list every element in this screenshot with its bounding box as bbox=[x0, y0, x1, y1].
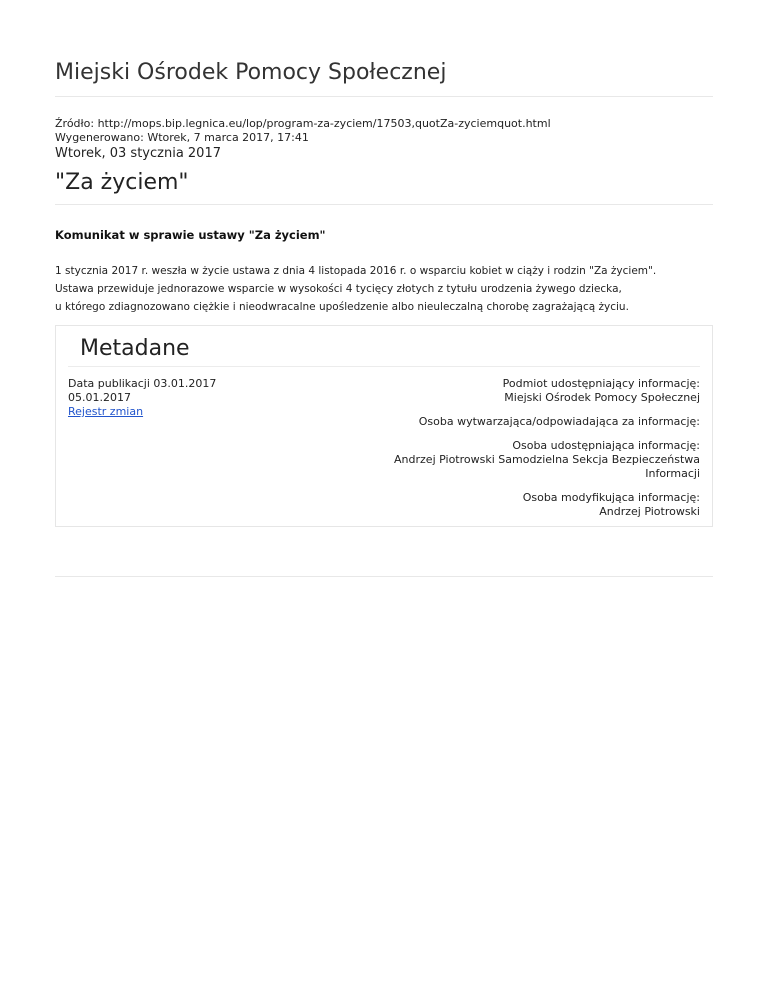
publication-date: Wtorek, 03 stycznia 2017 bbox=[55, 146, 221, 161]
article-paragraph-line: 1 stycznia 2017 r. weszła w życie ustawa z dnia 4 listopada 2016 r. o wsparciu kobiet w ciąży i rodzin "Za życiem". bbox=[55, 265, 657, 277]
provider-group bbox=[360, 377, 700, 405]
provider-value: Miejski Ośrodek Pomocy Społecznej bbox=[504, 391, 700, 404]
producer-group bbox=[360, 415, 700, 429]
title-divider bbox=[55, 204, 713, 205]
metadata-dates bbox=[68, 377, 216, 419]
article-paragraph-line: Ustawa przewiduje jednorazowe wsparcie w wysokości 4 tycięcy złotych z tytułu urodzenia żywego dziecka, bbox=[55, 283, 622, 295]
modifier-value: Andrzej Piotrowski bbox=[599, 505, 700, 518]
modifier-label: Osoba modyfikująca informację: bbox=[522, 491, 700, 504]
metadata-divider bbox=[68, 366, 700, 367]
publication-date-value: Data publikacji 03.01.2017 bbox=[68, 377, 217, 390]
sharer-value: Andrzej Piotrowski Samodzielna Sekcja Bezpieczeństwa bbox=[394, 453, 700, 466]
sharer-group bbox=[360, 439, 700, 481]
metadata-responsibility bbox=[360, 377, 700, 529]
metadata-title: Metadane bbox=[80, 336, 190, 361]
provider-label: Podmiot udostępniający informację: bbox=[502, 377, 700, 390]
footer-divider bbox=[55, 576, 713, 577]
article-subheading: Komunikat w sprawie ustawy "Za życiem" bbox=[55, 228, 326, 242]
header-divider bbox=[55, 96, 713, 97]
article-title: "Za życiem" bbox=[55, 170, 189, 195]
metadata-panel bbox=[55, 325, 713, 527]
site-title: Miejski Ośrodek Pomocy Społecznej bbox=[55, 60, 447, 85]
sharer-value-cont: Informacji bbox=[645, 467, 700, 480]
article-paragraph-line: u którego zdiagnozowano ciężkie i nieodwracalne upośledzenie albo nieuleczalną chorobę zagrażającą życiu. bbox=[55, 301, 629, 313]
generated-timestamp: Wygenerowano: Wtorek, 7 marca 2017, 17:41 bbox=[55, 131, 309, 144]
modifier-group bbox=[360, 491, 700, 519]
sharer-label: Osoba udostępniająca informację: bbox=[512, 439, 700, 452]
changelog-link[interactable]: Rejestr zmian bbox=[68, 405, 144, 418]
producer-label: Osoba wytwarzająca/odpowiadająca za informację: bbox=[418, 415, 700, 428]
article-body bbox=[55, 262, 656, 316]
source-url: Źródło: http://mops.bip.legnica.eu/lop/program-za-zyciem/17503,quotZa-zyciemquot.html bbox=[55, 117, 551, 130]
modified-date-value: 05.01.2017 bbox=[68, 391, 131, 404]
